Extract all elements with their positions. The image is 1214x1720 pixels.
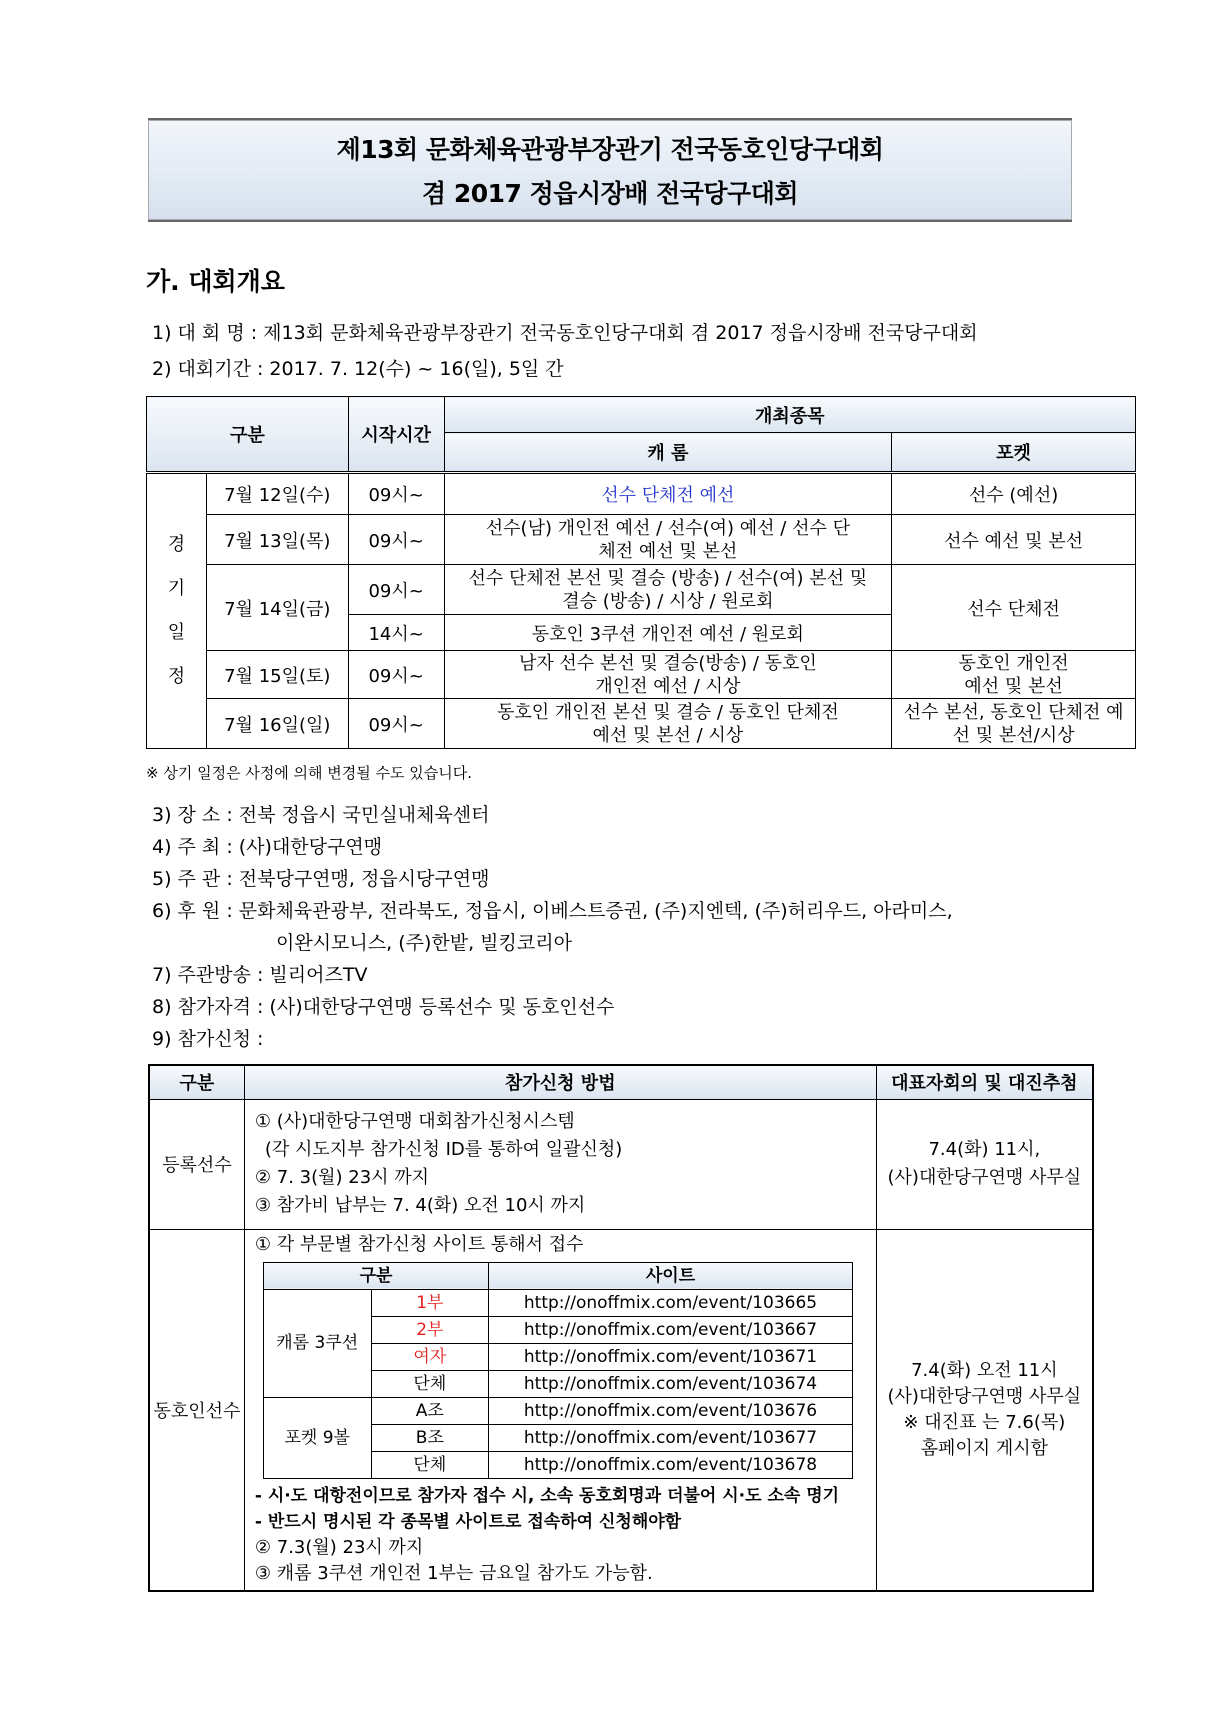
schedule-carom: 동호인 개인전 본선 및 결승 / 동호인 단체전 예선 및 본선 / 시상 [444,699,892,749]
site-division: A조 [371,1397,489,1424]
schedule-date: 7월 12일(수) [206,473,348,515]
schedule-carom: 동호인 3쿠션 개인전 예선 / 원로회 [444,615,892,651]
amateur-note: - 시·도 대항전이므로 참가자 접수 시, 소속 동호회명과 더불어 시·도 소속 명기 [254,1485,840,1506]
meeting-line: 7.4(화) 오전 11시 [911,1359,1058,1381]
schedule-header-pocket: 포켓 [892,433,1136,473]
schedule-header-carom: 캐 롬 [444,433,892,473]
overview-item-1: 1) 대 회 명 : 제13회 문화체육관광부장관기 전국동호인당구대회 겸 2017 정읍시장배 전국당구대회 [152,322,978,344]
schedule-header-events: 개최종목 [444,397,1135,433]
reg-header-method: 참가신청 방법 [244,1065,876,1099]
schedule-time: 09시~ [348,515,444,565]
schedule-date: 7월 15일(토) [206,651,348,699]
site-group-carom: 캐롬 3쿠션 [263,1289,371,1397]
schedule-header-start: 시작시간 [348,397,444,473]
amateur-line: ② 7.3(월) 23시 까지 [254,1536,424,1558]
meeting-line: (사)대한당구연맹 사무실 [887,1385,1082,1407]
site-group-pocket: 포켓 9볼 [263,1397,371,1478]
side-char: 기 [167,578,186,599]
schedule-time: 09시~ [348,473,444,515]
site-division: 2부 [371,1316,489,1343]
side-char: 일 [167,622,186,643]
site-division: 1부 [371,1289,489,1316]
overview-item-2: 2) 대회기간 : 2017. 7. 12(수) ~ 16(일), 5일 간 [152,358,564,380]
reg-header-meeting: 대표자회의 및 대진추첨 [876,1065,1093,1099]
schedule-pocket: 선수 단체전 [892,565,1136,651]
title-line-2: 겸 2017 정읍시장배 전국당구대회 [422,179,798,208]
schedule-table [146,396,1136,749]
schedule-date: 7월 13일(목) [206,515,348,565]
schedule-time: 09시~ [348,651,444,699]
site-division: 여자 [371,1343,489,1370]
schedule-header-category: 구분 [147,397,349,473]
schedule-time: 09시~ [348,699,444,749]
site-url[interactable]: http://onoffmix.com/event/103665 [489,1289,853,1316]
meeting-line: (사)대한당구연맹 사무실 [887,1167,1082,1188]
detail-item-6a: 6) 후 원 : 문화체육관광부, 전라북도, 정읍시, 이베스트증권, (주)지엔텍, (주)허리우드, 아라미스, [152,900,953,922]
reg-amateur-meeting [876,1229,1093,1591]
schedule-date: 7월 14일(금) [206,565,348,651]
title-line-1: 제13회 문화체육관광부장관기 전국동호인당구대회 [336,135,884,164]
registration-table [148,1064,1094,1592]
meeting-line: ※ 대진표 는 7.6(목) [903,1411,1066,1433]
schedule-note: ※ 상기 일정은 사정에 의해 변경될 수도 있습니다. [146,764,473,782]
detail-item-8: 8) 참가자격 : (사)대한당구연맹 등록선수 및 동호인선수 [152,996,615,1018]
site-url[interactable]: http://onoffmix.com/event/103667 [489,1316,853,1343]
amateur-line: ③ 캐롬 3쿠션 개인전 1부는 금요일 참가도 가능함. [254,1562,653,1584]
reg-registered-method [244,1099,876,1229]
detail-item-7: 7) 주관방송 : 빌리어즈TV [152,964,368,986]
title-banner [148,118,1072,222]
schedule-time: 09시~ [348,565,444,615]
meeting-line: 7.4(화) 11시, [928,1139,1041,1160]
schedule-pocket: 선수 본선, 동호인 단체전 예선 및 본선/시상 [892,699,1136,749]
schedule-carom: 선수 단체전 예선 [444,473,892,515]
schedule-carom: 선수 단체전 본선 및 결승 (방송) / 선수(여) 본선 및 결승 (방송) / 시상 / 원로회 [444,565,892,615]
site-url[interactable]: http://onoffmix.com/event/103674 [489,1370,853,1397]
reg-amateur-method [244,1229,876,1591]
site-header-site: 사이트 [489,1262,853,1289]
schedule-pocket: 선수 예선 및 본선 [892,515,1136,565]
reg-line: ③ 참가비 납부는 7. 4(화) 오전 10시 까지 [254,1195,586,1216]
reg-amateur-label: 동호인선수 [149,1229,244,1591]
section-heading: 가. 대회개요 [146,267,285,296]
reg-line: ② 7. 3(월) 23시 까지 [254,1167,430,1188]
site-header-category: 구분 [263,1262,488,1289]
site-division: B조 [371,1424,489,1451]
detail-item-6b: 이완시모니스, (주)한밭, 빌킹코리아 [276,932,572,954]
amateur-note: - 반드시 명시된 각 종목별 사이트로 접속하여 신청해야함 [254,1511,682,1532]
detail-item-9: 9) 참가신청 : [152,1028,264,1050]
site-table [263,1262,853,1479]
amateur-line: ① 각 부문별 참가신청 사이트 통해서 접수 [254,1233,584,1255]
reg-registered-label: 등록선수 [149,1099,244,1229]
schedule-date: 7월 16일(일) [206,699,348,749]
schedule-pocket: 동호인 개인전 예선 및 본선 [892,651,1136,699]
schedule-time: 14시~ [348,615,444,651]
site-url[interactable]: http://onoffmix.com/event/103676 [489,1397,853,1424]
side-char: 경 [167,534,186,555]
schedule-carom: 선수(남) 개인전 예선 / 선수(여) 예선 / 선수 단체전 예선 및 본선 [444,515,892,565]
site-url[interactable]: http://onoffmix.com/event/103671 [489,1343,853,1370]
schedule-carom: 남자 선수 본선 및 결승(방송) / 동호인 개인전 예선 / 시상 [444,651,892,699]
side-char: 정 [167,666,186,687]
reg-line: ① (사)대한당구연맹 대회참가신청시스템 [254,1111,575,1132]
detail-item-5: 5) 주 관 : 전북당구연맹, 정읍시당구연맹 [152,868,490,890]
reg-header-category: 구분 [149,1065,244,1099]
meeting-line: 홈페이지 게시함 [920,1437,1049,1459]
reg-registered-meeting [876,1099,1093,1229]
schedule-pocket: 선수 (예선) [892,473,1136,515]
schedule-side-label [147,473,207,749]
detail-item-3: 3) 장 소 : 전북 정읍시 국민실내체육센터 [152,804,490,826]
site-url[interactable]: http://onoffmix.com/event/103678 [489,1451,853,1478]
site-division: 단체 [371,1451,489,1478]
detail-item-4: 4) 주 최 : (사)대한당구연맹 [152,836,383,858]
site-division: 단체 [371,1370,489,1397]
reg-line: (각 시도지부 참가신청 ID를 통하여 일괄신청) [264,1139,623,1160]
site-url[interactable]: http://onoffmix.com/event/103677 [489,1424,853,1451]
